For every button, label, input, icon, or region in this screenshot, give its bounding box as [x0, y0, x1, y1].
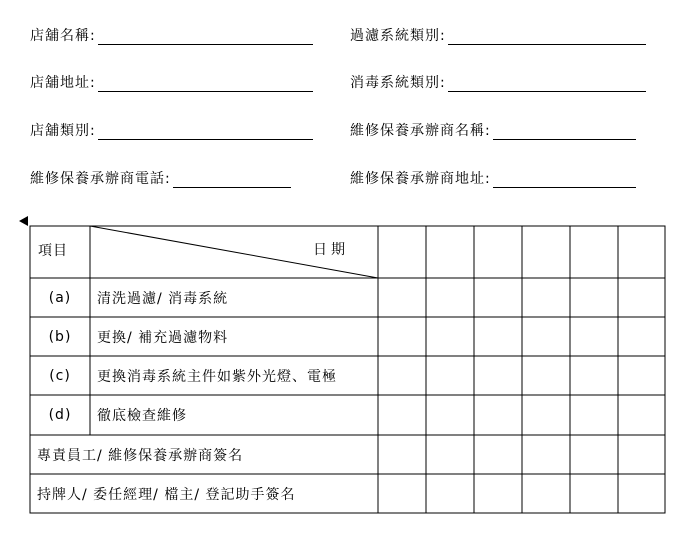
row-a-code: (a) — [48, 289, 72, 306]
shop-address-blank[interactable] — [98, 75, 313, 92]
record-entry-cell[interactable] — [523, 396, 570, 435]
licensee-sign-label: 持牌人/ 委任經理/ 檔主/ 登記助手簽名 — [37, 486, 296, 503]
record-entry-cell[interactable] — [427, 318, 474, 356]
date-entry-cell[interactable] — [523, 227, 570, 278]
row-b-code: (b) — [48, 328, 72, 345]
shop-name-field — [30, 25, 313, 45]
row-b-desc: 更換/ 補充過濾物料 — [97, 329, 229, 346]
record-entry-cell[interactable] — [379, 475, 426, 513]
record-entry-cell[interactable] — [571, 475, 618, 513]
shop-name-label: 店舖名稱: — [30, 28, 96, 44]
contractor-name-blank[interactable] — [493, 123, 636, 140]
row-a-desc: 清洗過濾/ 消毒系統 — [97, 290, 229, 307]
shop-address-field — [30, 72, 313, 92]
shop-type-field — [30, 120, 313, 140]
contractor-address-field — [350, 168, 636, 188]
record-entry-cell[interactable] — [571, 396, 618, 435]
contractor-phone-label: 維修保養承辦商電話: — [30, 171, 171, 187]
shop-type-label: 店舖類別: — [30, 123, 96, 139]
record-entry-cell[interactable] — [475, 475, 522, 513]
record-entry-cell[interactable] — [379, 396, 426, 435]
record-entry-cell[interactable] — [571, 318, 618, 356]
record-entry-cell[interactable] — [379, 436, 426, 474]
record-entry-cell[interactable] — [619, 357, 665, 395]
record-entry-cell[interactable] — [379, 318, 426, 356]
shop-type-blank[interactable] — [98, 123, 313, 140]
contractor-phone-field — [30, 168, 291, 188]
record-entry-cell[interactable] — [523, 318, 570, 356]
date-header: 日期 — [313, 242, 349, 258]
filter-type-field — [350, 25, 646, 45]
record-entry-cell[interactable] — [427, 279, 474, 317]
filter-type-label: 過濾系統類別: — [350, 28, 446, 44]
record-entry-cell[interactable] — [475, 436, 522, 474]
contractor-address-label: 維修保養承辦商地址: — [350, 171, 491, 187]
record-entry-cell[interactable] — [475, 357, 522, 395]
record-entry-cell[interactable] — [427, 357, 474, 395]
contractor-name-field — [350, 120, 636, 140]
date-entry-cell[interactable] — [619, 227, 665, 278]
left-arrow-marker-icon — [19, 216, 28, 226]
record-entry-cell[interactable] — [619, 396, 665, 435]
record-entry-cell[interactable] — [379, 279, 426, 317]
contractor-address-blank[interactable] — [493, 171, 636, 188]
contractor-name-label: 維修保養承辦商名稱: — [350, 123, 491, 139]
date-entry-cell[interactable] — [475, 227, 522, 278]
row-c-desc: 更換消毒系統主件如紫外光燈、電極 — [97, 368, 337, 385]
record-entry-cell[interactable] — [619, 279, 665, 317]
record-entry-cell[interactable] — [571, 279, 618, 317]
disinfect-type-label: 消毒系統類別: — [350, 75, 446, 91]
record-entry-cell[interactable] — [619, 436, 665, 474]
record-entry-cell[interactable] — [523, 436, 570, 474]
record-entry-cell[interactable] — [571, 436, 618, 474]
record-entry-cell[interactable] — [523, 279, 570, 317]
item-header: 項目 — [38, 243, 68, 259]
record-entry-cell[interactable] — [427, 475, 474, 513]
date-entry-cell[interactable] — [427, 227, 474, 278]
record-entry-cell[interactable] — [523, 475, 570, 513]
disinfect-type-field — [350, 72, 646, 92]
contractor-phone-blank[interactable] — [173, 171, 291, 188]
staff-sign-label: 專責員工/ 維修保養承辦商簽名 — [37, 447, 244, 464]
row-c-code: (c) — [49, 367, 71, 384]
row-d-code: (d) — [48, 407, 72, 423]
record-entry-cell[interactable] — [475, 396, 522, 435]
date-entry-cell[interactable] — [379, 227, 426, 278]
record-entry-cell[interactable] — [619, 475, 665, 513]
record-entry-cell[interactable] — [523, 357, 570, 395]
shop-name-blank[interactable] — [98, 28, 313, 45]
shop-address-label: 店舖地址: — [30, 75, 96, 91]
record-entry-cell[interactable] — [475, 279, 522, 317]
record-entry-cell[interactable] — [427, 396, 474, 435]
record-entry-cell[interactable] — [619, 318, 665, 356]
row-d-desc: 徹底檢查維修 — [97, 408, 187, 424]
record-entry-cell[interactable] — [571, 357, 618, 395]
date-entry-cell[interactable] — [571, 227, 618, 278]
record-entry-cell[interactable] — [427, 436, 474, 474]
filter-type-blank[interactable] — [448, 28, 646, 45]
record-entry-cell[interactable] — [379, 357, 426, 395]
record-entry-cell[interactable] — [475, 318, 522, 356]
disinfect-type-blank[interactable] — [448, 75, 646, 92]
